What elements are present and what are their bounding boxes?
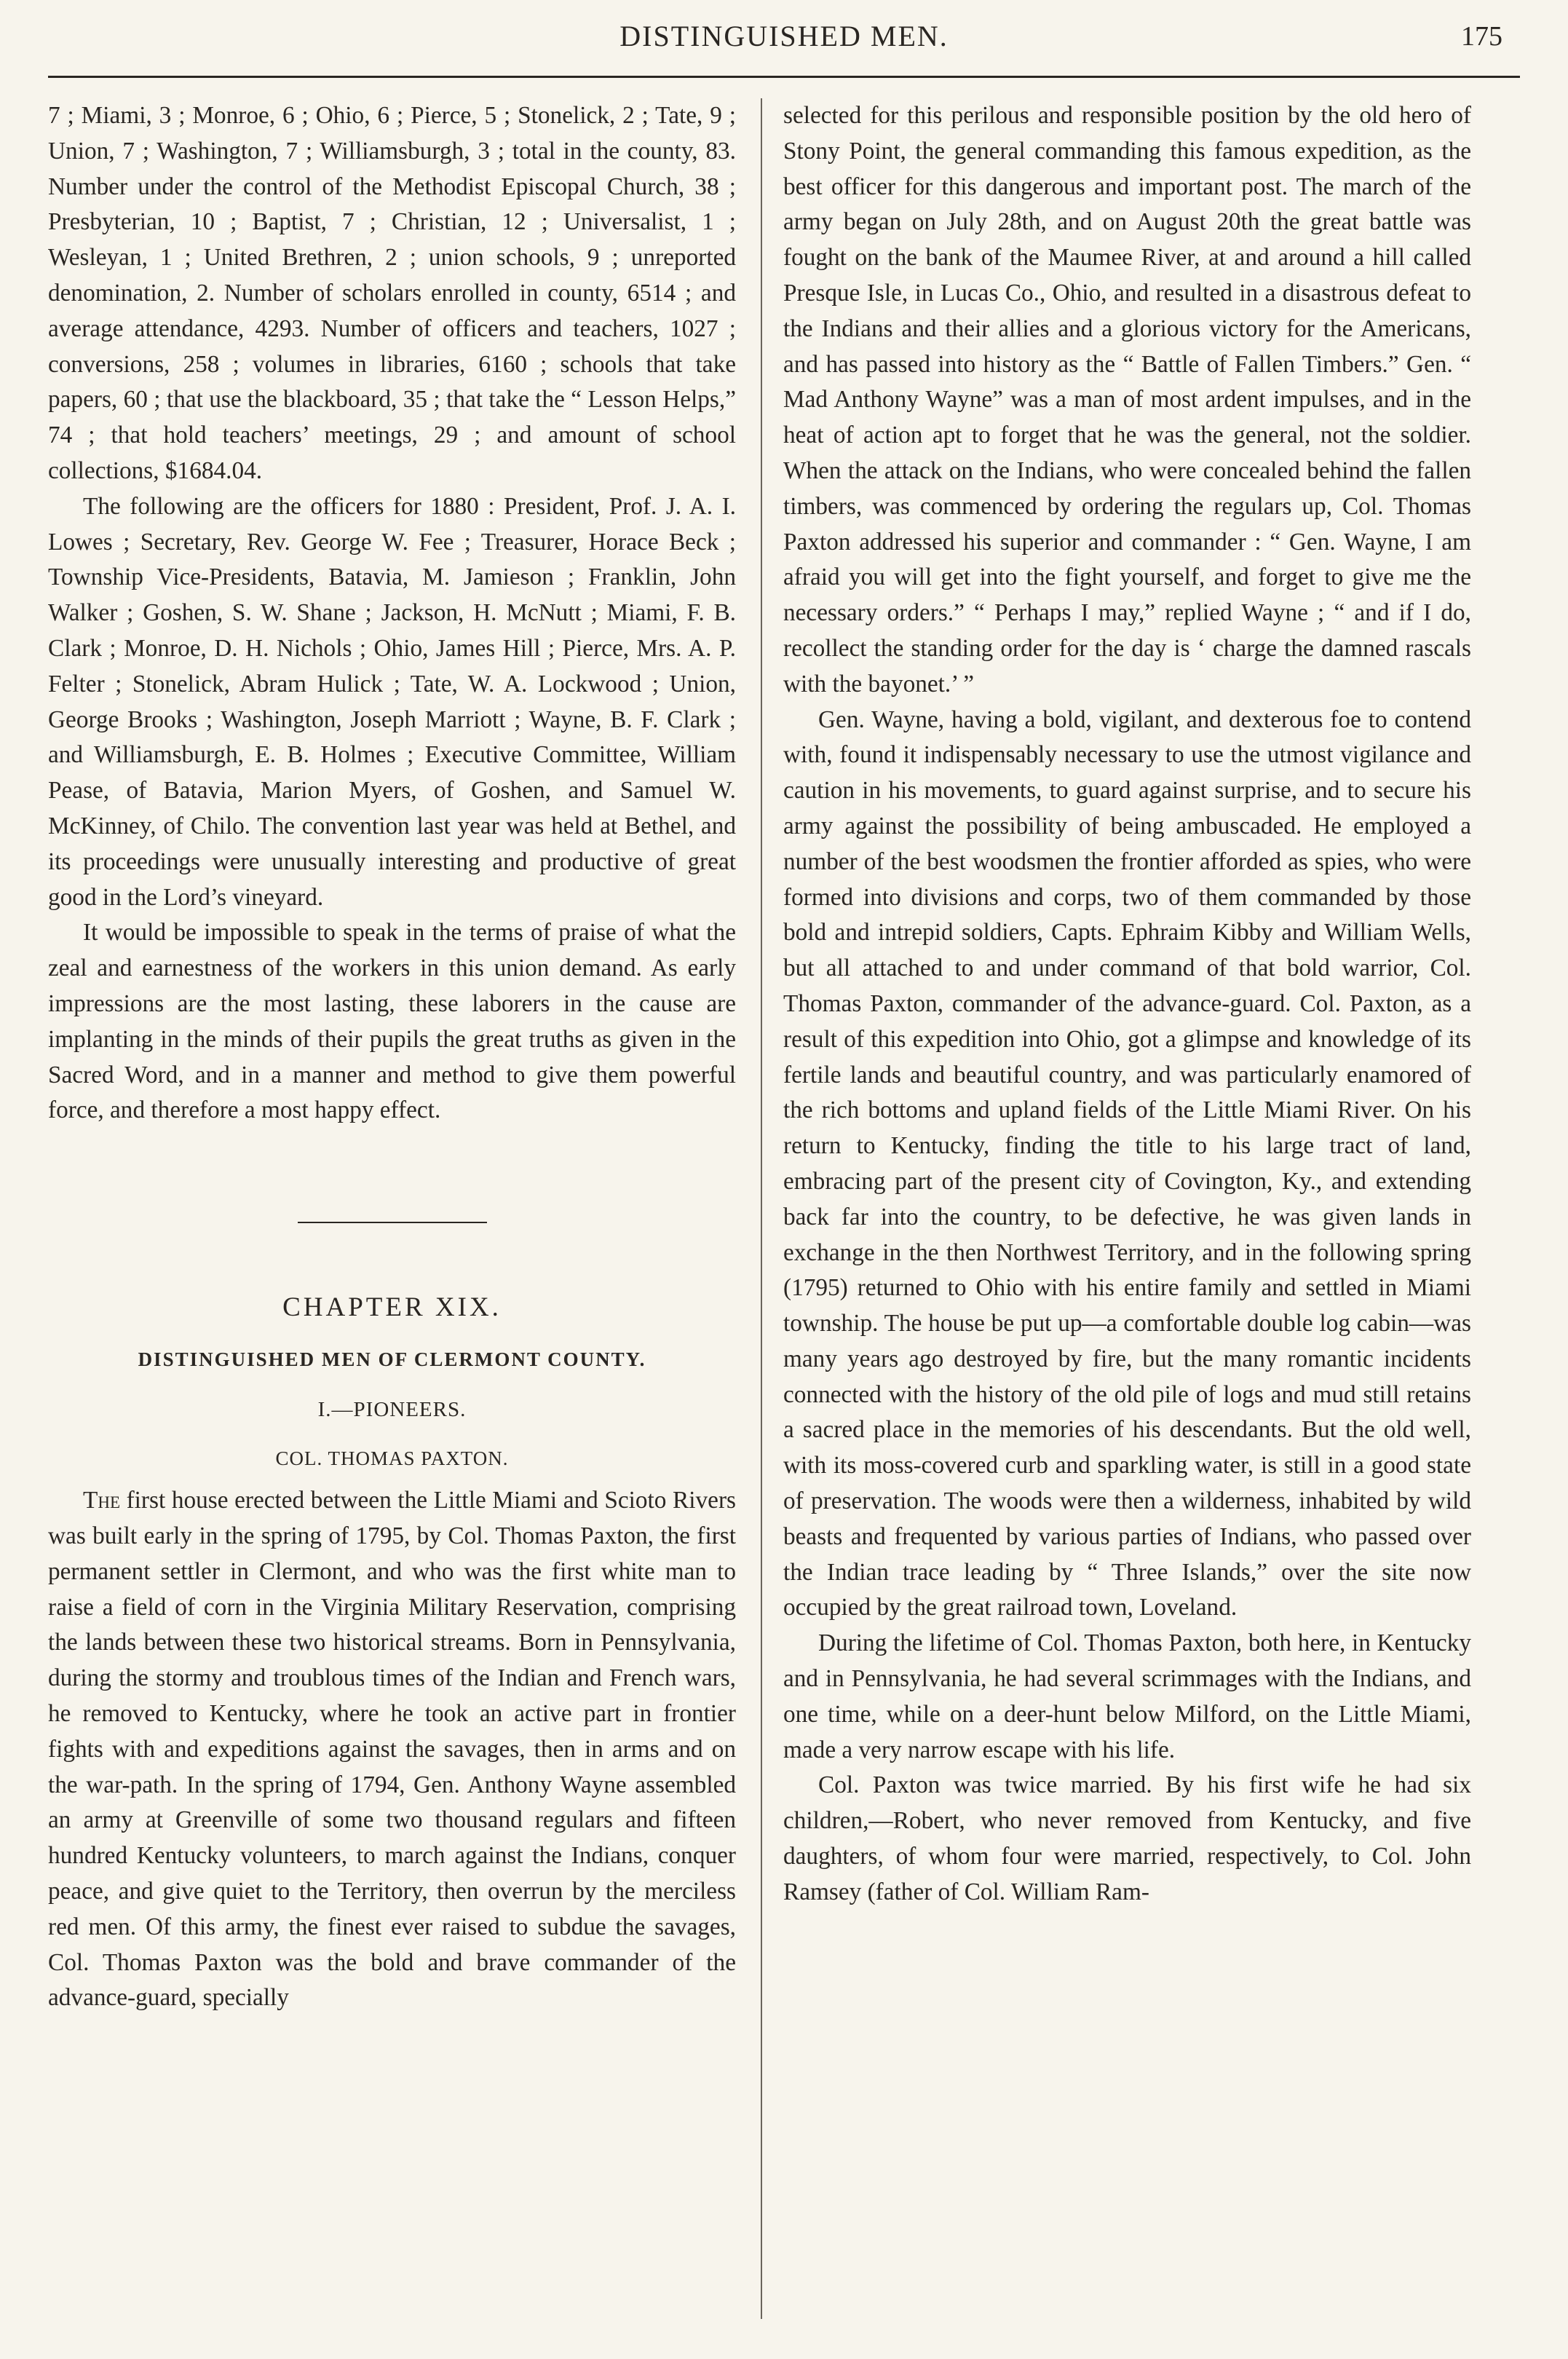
- chapter-title: CHAPTER XIX.: [282, 1292, 502, 1323]
- person-heading: COL. THOMAS PAXTON.: [275, 1447, 509, 1469]
- paragraph-officers-1880: The following are the officers for 1880 : President, Prof. J. A. I. Lowes ; Secretary, Rev. George W. Fee ; Treasurer, Horace Beck ; Township Vice-Presidents, Batavia, M. Jamieson ; Franklin, John Walker ; Goshen, S. W. Shane ; Jackson, H. McNutt ; Miami, F. B. Clark ; Monroe, D. H. Nichols ; Ohio, James Hill ; Pierce, Mrs. A. P. Felter ; Stonelick, Abram Hulick ; Tate, W. A. Lockwood ; Union, George Brooks ; Washington, Joseph Marriott ; Wayne, B. F. Clark ; and Williamsburgh, E. B. Holmes ; Executive Committee, William Pease, of Batavia, Marion Myers, of Goshen, and Samuel W. McKinney, of Chilo. The convention last year was held at Bethel, and its proceedings were unusually interesting and productive of great good in the Lord’s vineyard.: [48, 492, 736, 911]
- column-divider: [761, 98, 762, 2319]
- right-column: [783, 98, 1471, 2330]
- lead-word: The: [83, 1487, 120, 1514]
- paragraph-first-house: [48, 1483, 736, 2016]
- paragraph-scrimmages: During the lifetime of Col. Thomas Paxton, both here, in Kentucky and in Pennsylvania, he had several scrimmages with the Indians, and one time, while on a deer-hunt below Milford, on the Little Miami, made a very narrow escape with his life.: [783, 1629, 1471, 1763]
- left-column: [48, 98, 736, 2330]
- chapter-subtitle: DISTINGUISHED MEN OF CLERMONT COUNTY.: [138, 1348, 646, 1370]
- paragraph-praise: It would be impossible to speak in the terms of praise of what the zeal and earnestness of the workers in this union demand. As early impressions are the most lasting, these laborers in the cause are implanting in the minds of their pupils the great truths as given in the Sacred Word, and in a manner and method to give them powerful force, and therefore a most happy effect.: [48, 919, 736, 1124]
- page-number: 175: [1461, 21, 1502, 52]
- section-divider-rule: [298, 1222, 487, 1223]
- paragraph-fallen-timbers: selected for this perilous and responsible position by the old hero of Stony Point, the general commanding this famous expedition, as the best officer for this dangerous and important post. The march of the army began on July 28th, and on August 20th the great battle was fought on the bank of the Maumee River, at and around a hill called Presque Isle, in Lucas Co., Ohio, and resulted in a disastrous defeat to the Indians and their allies and a glorious victory for the Americans, and has passed into history as the “ Battle of Fallen Timbers.” Gen. “ Mad Anthony Wayne” was a man of most ardent impulses, and in the heat of action apt to forget that he was the general, not the soldier. When the attack on the Indians, who were concealed behind the fallen timbers, was commenced by ordering the regulars up, Col. Thomas Paxton addressed his superior and commander : “ Gen. Wayne, I am afraid you will get into the fight yourself, and forget to give me the necessary orders.” “ Perhaps I may,” replied Wayne ; “ and if I do, recollect the standing order for the day is ‘ charge the damned rascals with the bayonet.’ ”: [783, 102, 1471, 698]
- section-title: I.—PIONEERS.: [317, 1397, 467, 1421]
- header-rule: [48, 76, 1520, 78]
- page-header: [44, 13, 1524, 71]
- paragraph-first-house-body: first house erected between the Little Miami and Scioto Rivers was built early in the spring of 1795, by Col. Thomas Paxton, the first permanent settler in Clermont, and who was the first white man to raise a field of corn in the Virginia Military Reservation, comprising the lands between these two historical streams. Born in Pennsylvania, during the stormy and troublous times of the Indian and French wars, he removed to Kentucky, where he took an active part in frontier fights with and expeditions against the savages, then in arms and on the war-path. In the spring of 1794, Gen. Anthony Wayne assembled an army at Greenville of some two thousand regulars and fifteen hundred Kentucky volunteers, to march against the Indians, conquer peace, and give quiet to the Territory, then overrun by the merciless red men. Of this army, the finest ever raised to subdue the savages, Col. Thomas Paxton was the bold and brave commander of the advance-guard, specially: [48, 1487, 736, 2012]
- paragraph-wayne-spies: Gen. Wayne, having a bold, vigilant, and dexterous foe to contend with, found it indispensably necessary to use the utmost vigilance and caution in his movements, to guard against surprise, and to secure his army against the possibility of being ambuscaded. He employed a number of the best woodsmen the frontier afforded as spies, who were formed into divisions and corps, two of them commanded by those bold and intrepid soldiers, Capts. Ephraim Kibby and William Wells, but all attached to and under command of that bold warrior, Col. Thomas Paxton, commander of the advance-guard. Col. Paxton, as a result of this expedition into Ohio, got a glimpse and knowledge of its fertile lands and beautiful country, and was particularly enamored of the rich bottoms and upland fields of the Little Miami River. On his return to Kentucky, finding the title to his large tract of land, embracing part of the present city of Covington, Ky., and extending back far into the country, to be defective, he was given lands in exchange in the then Northwest Territory, and in the following spring (1795) returned to Ohio with his entire family and settled in Miami township. The house be put up—a comfortable double log cabin—was many years ago destroyed by fire, but the many romantic incidents connected with the history of the old pile of logs and mud still retains a sacred place in the memories of his descendants. But the old well, with its moss-covered curb and sparkling water, is still in a good state of preservation. The woods were then a wilderness, inhabited by wild beasts and frequented by various parties of Indians, who passed over the Indian trace leading by “ Three Islands,” over the site now occupied by the great railroad town, Loveland.: [783, 706, 1471, 1621]
- paragraph-marriages: Col. Paxton was twice married. By his first wife he had six children,—Robert, who never removed from Kentucky, and five daughters, of whom four were married, respectively, to Col. John Ramsey (father of Col. William Ram-: [783, 1771, 1471, 1905]
- paragraph-sunday-school-statistics: 7 ; Miami, 3 ; Monroe, 6 ; Ohio, 6 ; Pierce, 5 ; Stonelick, 2 ; Tate, 9 ; Union, 7 ; Washington, 7 ; Williamsburgh, 3 ; total in the county, 83. Number under the control of the Methodist Episcopal Church, 38 ; Presbyterian, 10 ; Baptist, 7 ; Christian, 12 ; Universalist, 1 ; Wesleyan, 1 ; United Brethren, 2 ; union schools, 9 ; unreported denomination, 2. Number of scholars enrolled in county, 6514 ; and average attendance, 4293. Number of officers and teachers, 1027 ; conversions, 258 ; volumes in libraries, 6160 ; schools that take papers, 60 ; that use the blackboard, 35 ; that take the “ Lesson Helps,” 74 ; that hold teachers’ meetings, 29 ; and amount of school collections, $1684.04.: [48, 102, 736, 484]
- running-title: DISTINGUISHED MEN.: [619, 20, 949, 52]
